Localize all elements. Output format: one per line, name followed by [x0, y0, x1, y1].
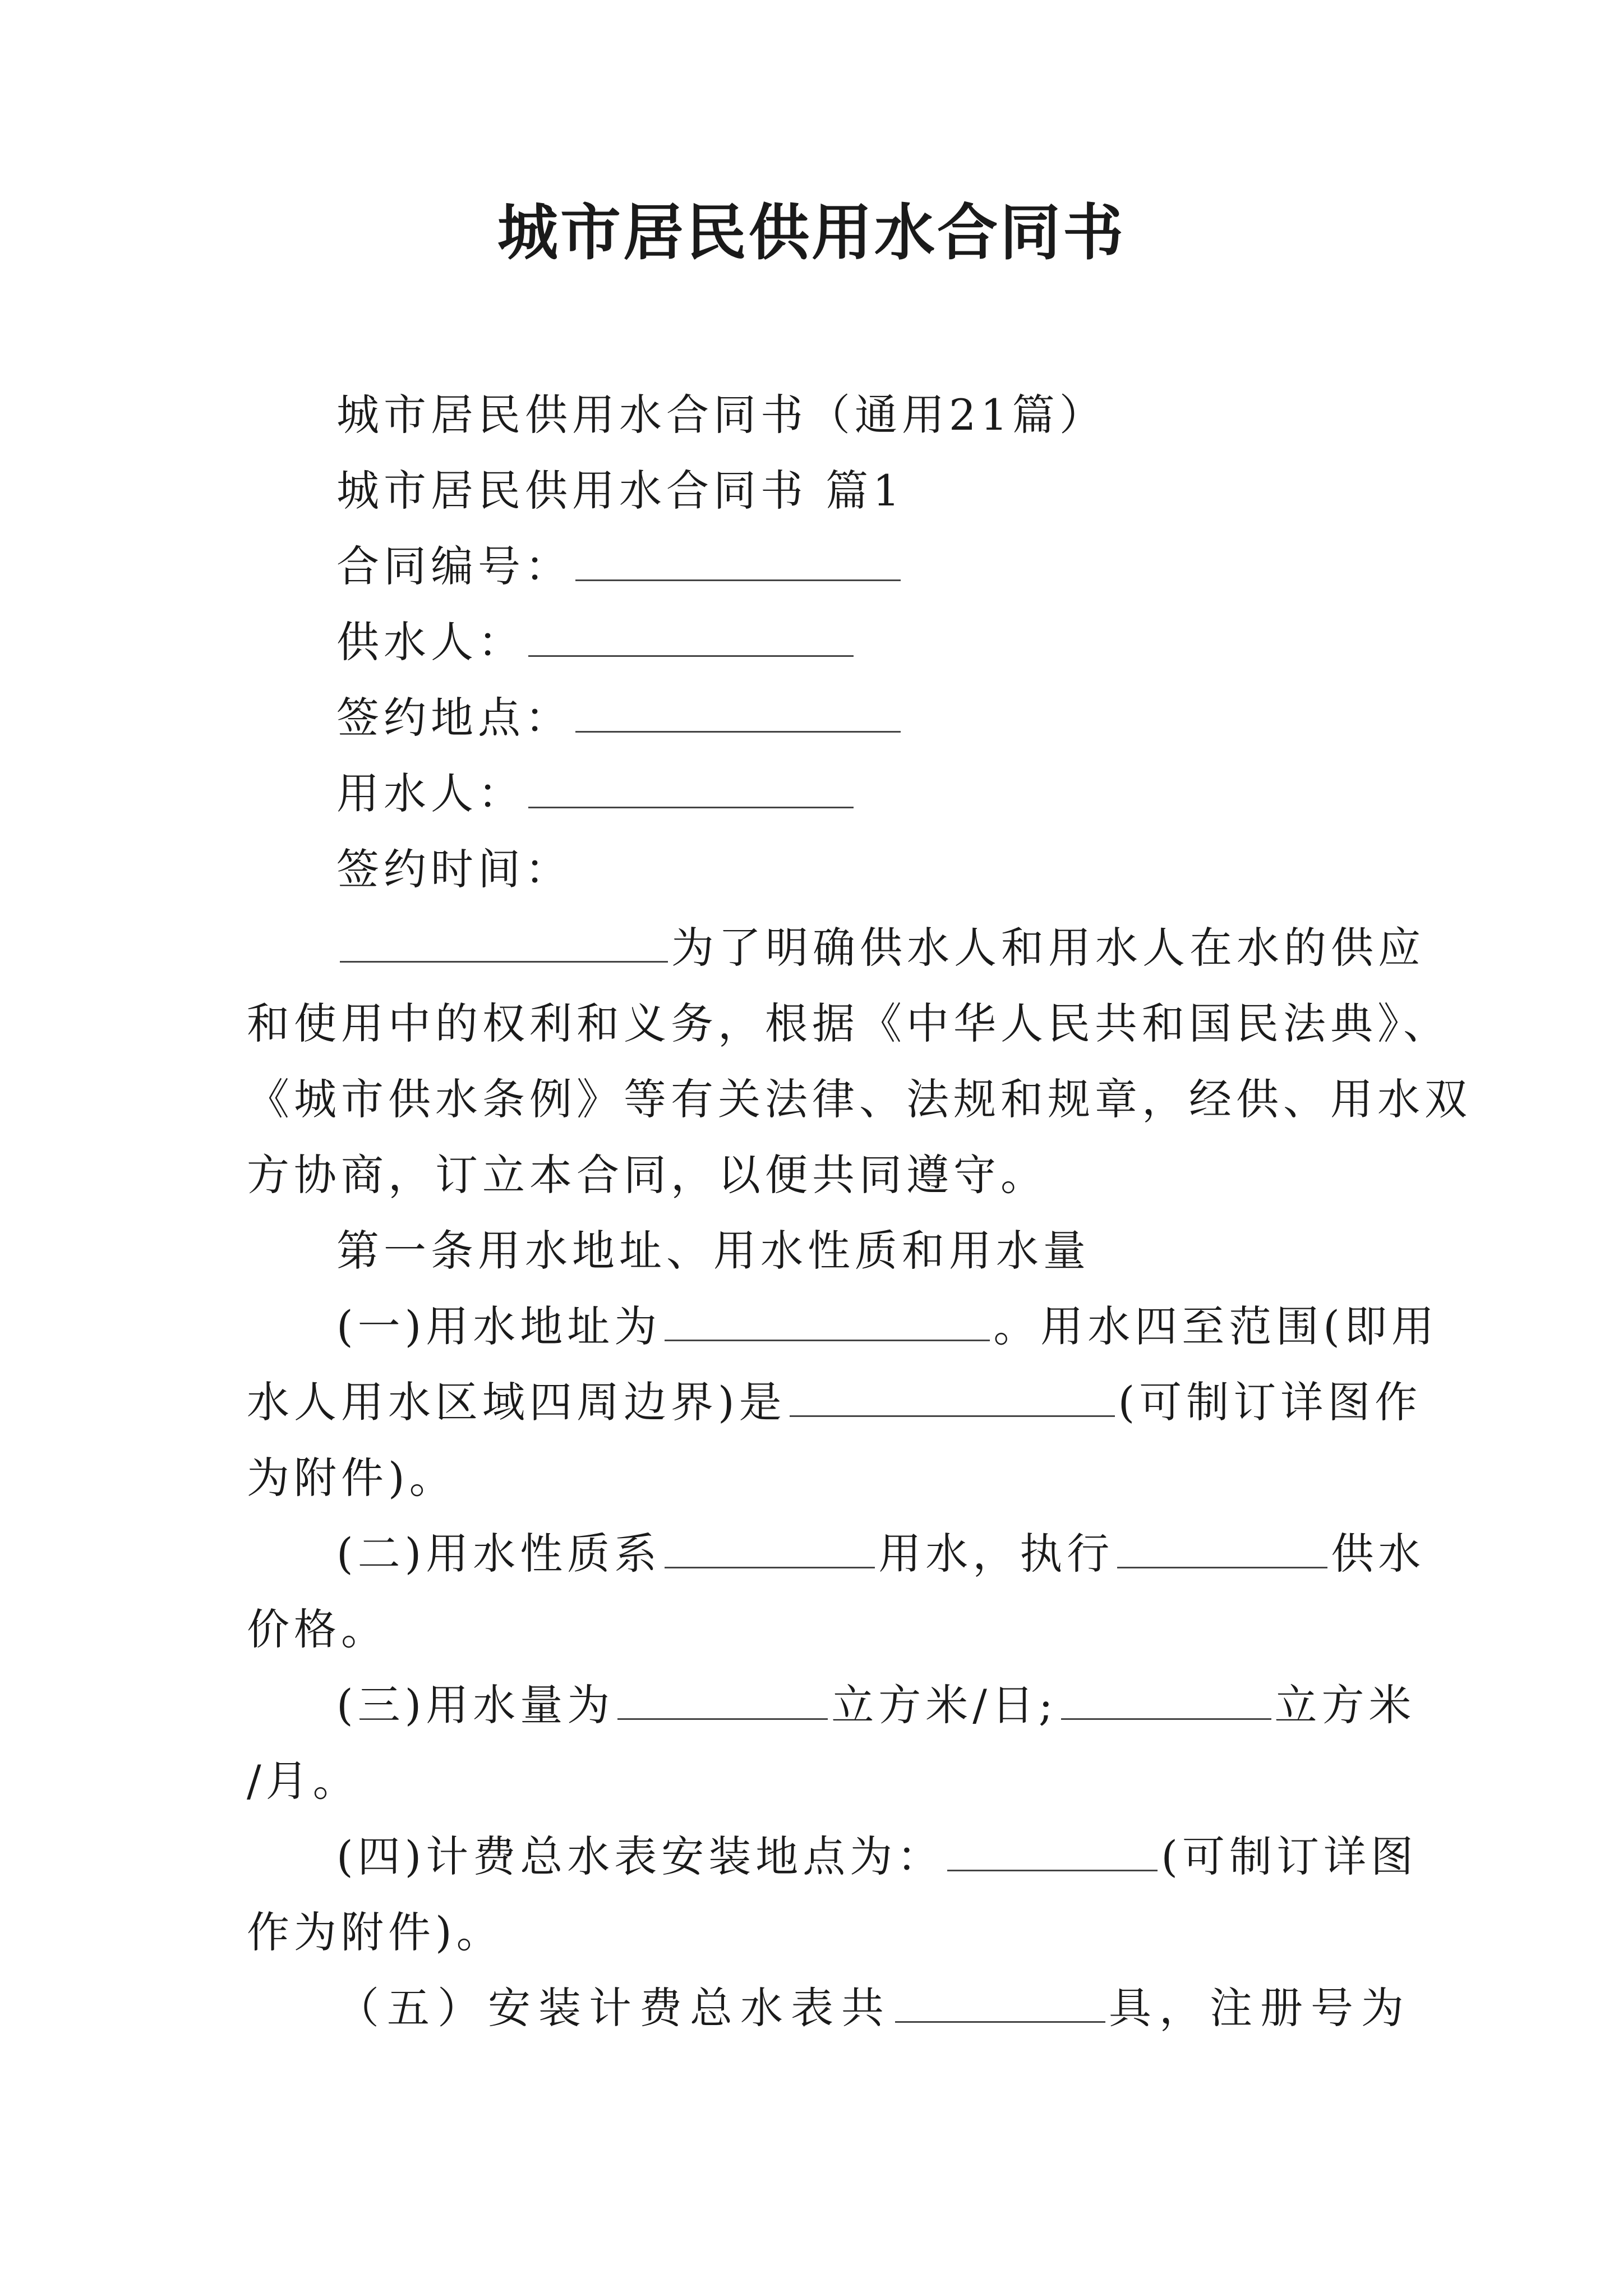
blank-line: [947, 1835, 1158, 1871]
article-item-line: [336, 1299, 1438, 1355]
article-heading: 第一条用水地址、用水性质和用水量: [336, 1226, 1090, 1276]
item-text: 具，注册号为: [1109, 1983, 1412, 2033]
field-supplier: [336, 614, 857, 670]
item-text: 水人用水区域四周边界)是: [247, 1377, 786, 1427]
article-item-line: /月。: [247, 1756, 360, 1806]
heading-collection: 城市居民供用水合同书（通用21篇）: [336, 390, 1106, 440]
item-text: (四)计费总水表安装地点为：: [336, 1832, 944, 1881]
blank-line: [665, 1532, 875, 1568]
field-label: 签约时间：: [336, 844, 572, 894]
preamble-line: [336, 920, 1425, 976]
item-text: (二)用水性质系: [336, 1529, 662, 1579]
item-text: 立方米: [1274, 1680, 1416, 1730]
article-item-line: [336, 1829, 1418, 1885]
field-label: 签约地点：: [336, 693, 572, 743]
article-item-line: [336, 1980, 1412, 2036]
item-text: 立方米/日;: [831, 1680, 1058, 1730]
blank-line: [1061, 1683, 1271, 1720]
blank-line: [528, 620, 854, 657]
article-item-line: [336, 1677, 1416, 1733]
document-title: 城市居民供用水合同书: [497, 197, 1126, 268]
article-item-line: [336, 1526, 1425, 1582]
item-text: (可制订详图: [1161, 1832, 1418, 1881]
field-sign-place: [336, 690, 904, 746]
blank-line: [1117, 1532, 1327, 1568]
article-item-line: 价格。: [247, 1604, 388, 1654]
blank-line: [575, 545, 901, 581]
field-user: [336, 766, 857, 822]
item-text: (三)用水量为: [336, 1680, 615, 1730]
field-label: 用水人：: [336, 769, 525, 818]
article-item-line: [247, 1374, 1422, 1430]
field-label: 供水人：: [336, 617, 525, 667]
preamble-line: 和使用中的权利和义务，根据《中华人民共和国民法典》、: [247, 999, 1450, 1048]
item-text: 用水，执行: [878, 1529, 1114, 1579]
item-text: 供水: [1331, 1529, 1426, 1579]
article-item-line: 为附件)。: [247, 1453, 457, 1503]
blank-line: [617, 1683, 828, 1720]
item-text: (可制订详图作: [1118, 1377, 1422, 1427]
preamble-text: 为了明确供水人和用水人在水的供应: [671, 923, 1425, 973]
blank-line: [340, 926, 668, 963]
field-label: 合同编号：: [336, 541, 572, 591]
item-text: (一)用水地址为: [336, 1301, 662, 1351]
preamble-line: 《城市供水条例》等有关法律、法规和规章，经供、用水双: [247, 1074, 1472, 1124]
blank-line: [790, 1381, 1115, 1417]
blank-line: [665, 1305, 990, 1341]
field-contract-no: [336, 539, 904, 595]
blank-line: [575, 696, 901, 733]
blank-line: [895, 1986, 1105, 2023]
blank-line: [528, 772, 854, 808]
item-text: 。用水四至范围(即用: [993, 1301, 1438, 1351]
field-sign-time: [336, 841, 572, 898]
article-item-line: 作为附件)。: [247, 1907, 504, 1957]
preamble-line: 方协商，订立本合同，以便共同遵守。: [247, 1150, 1048, 1200]
item-text: （五）安装计费总水表共: [336, 1983, 892, 2033]
heading-part1: 城市居民供用水合同书 篇1: [336, 466, 905, 516]
